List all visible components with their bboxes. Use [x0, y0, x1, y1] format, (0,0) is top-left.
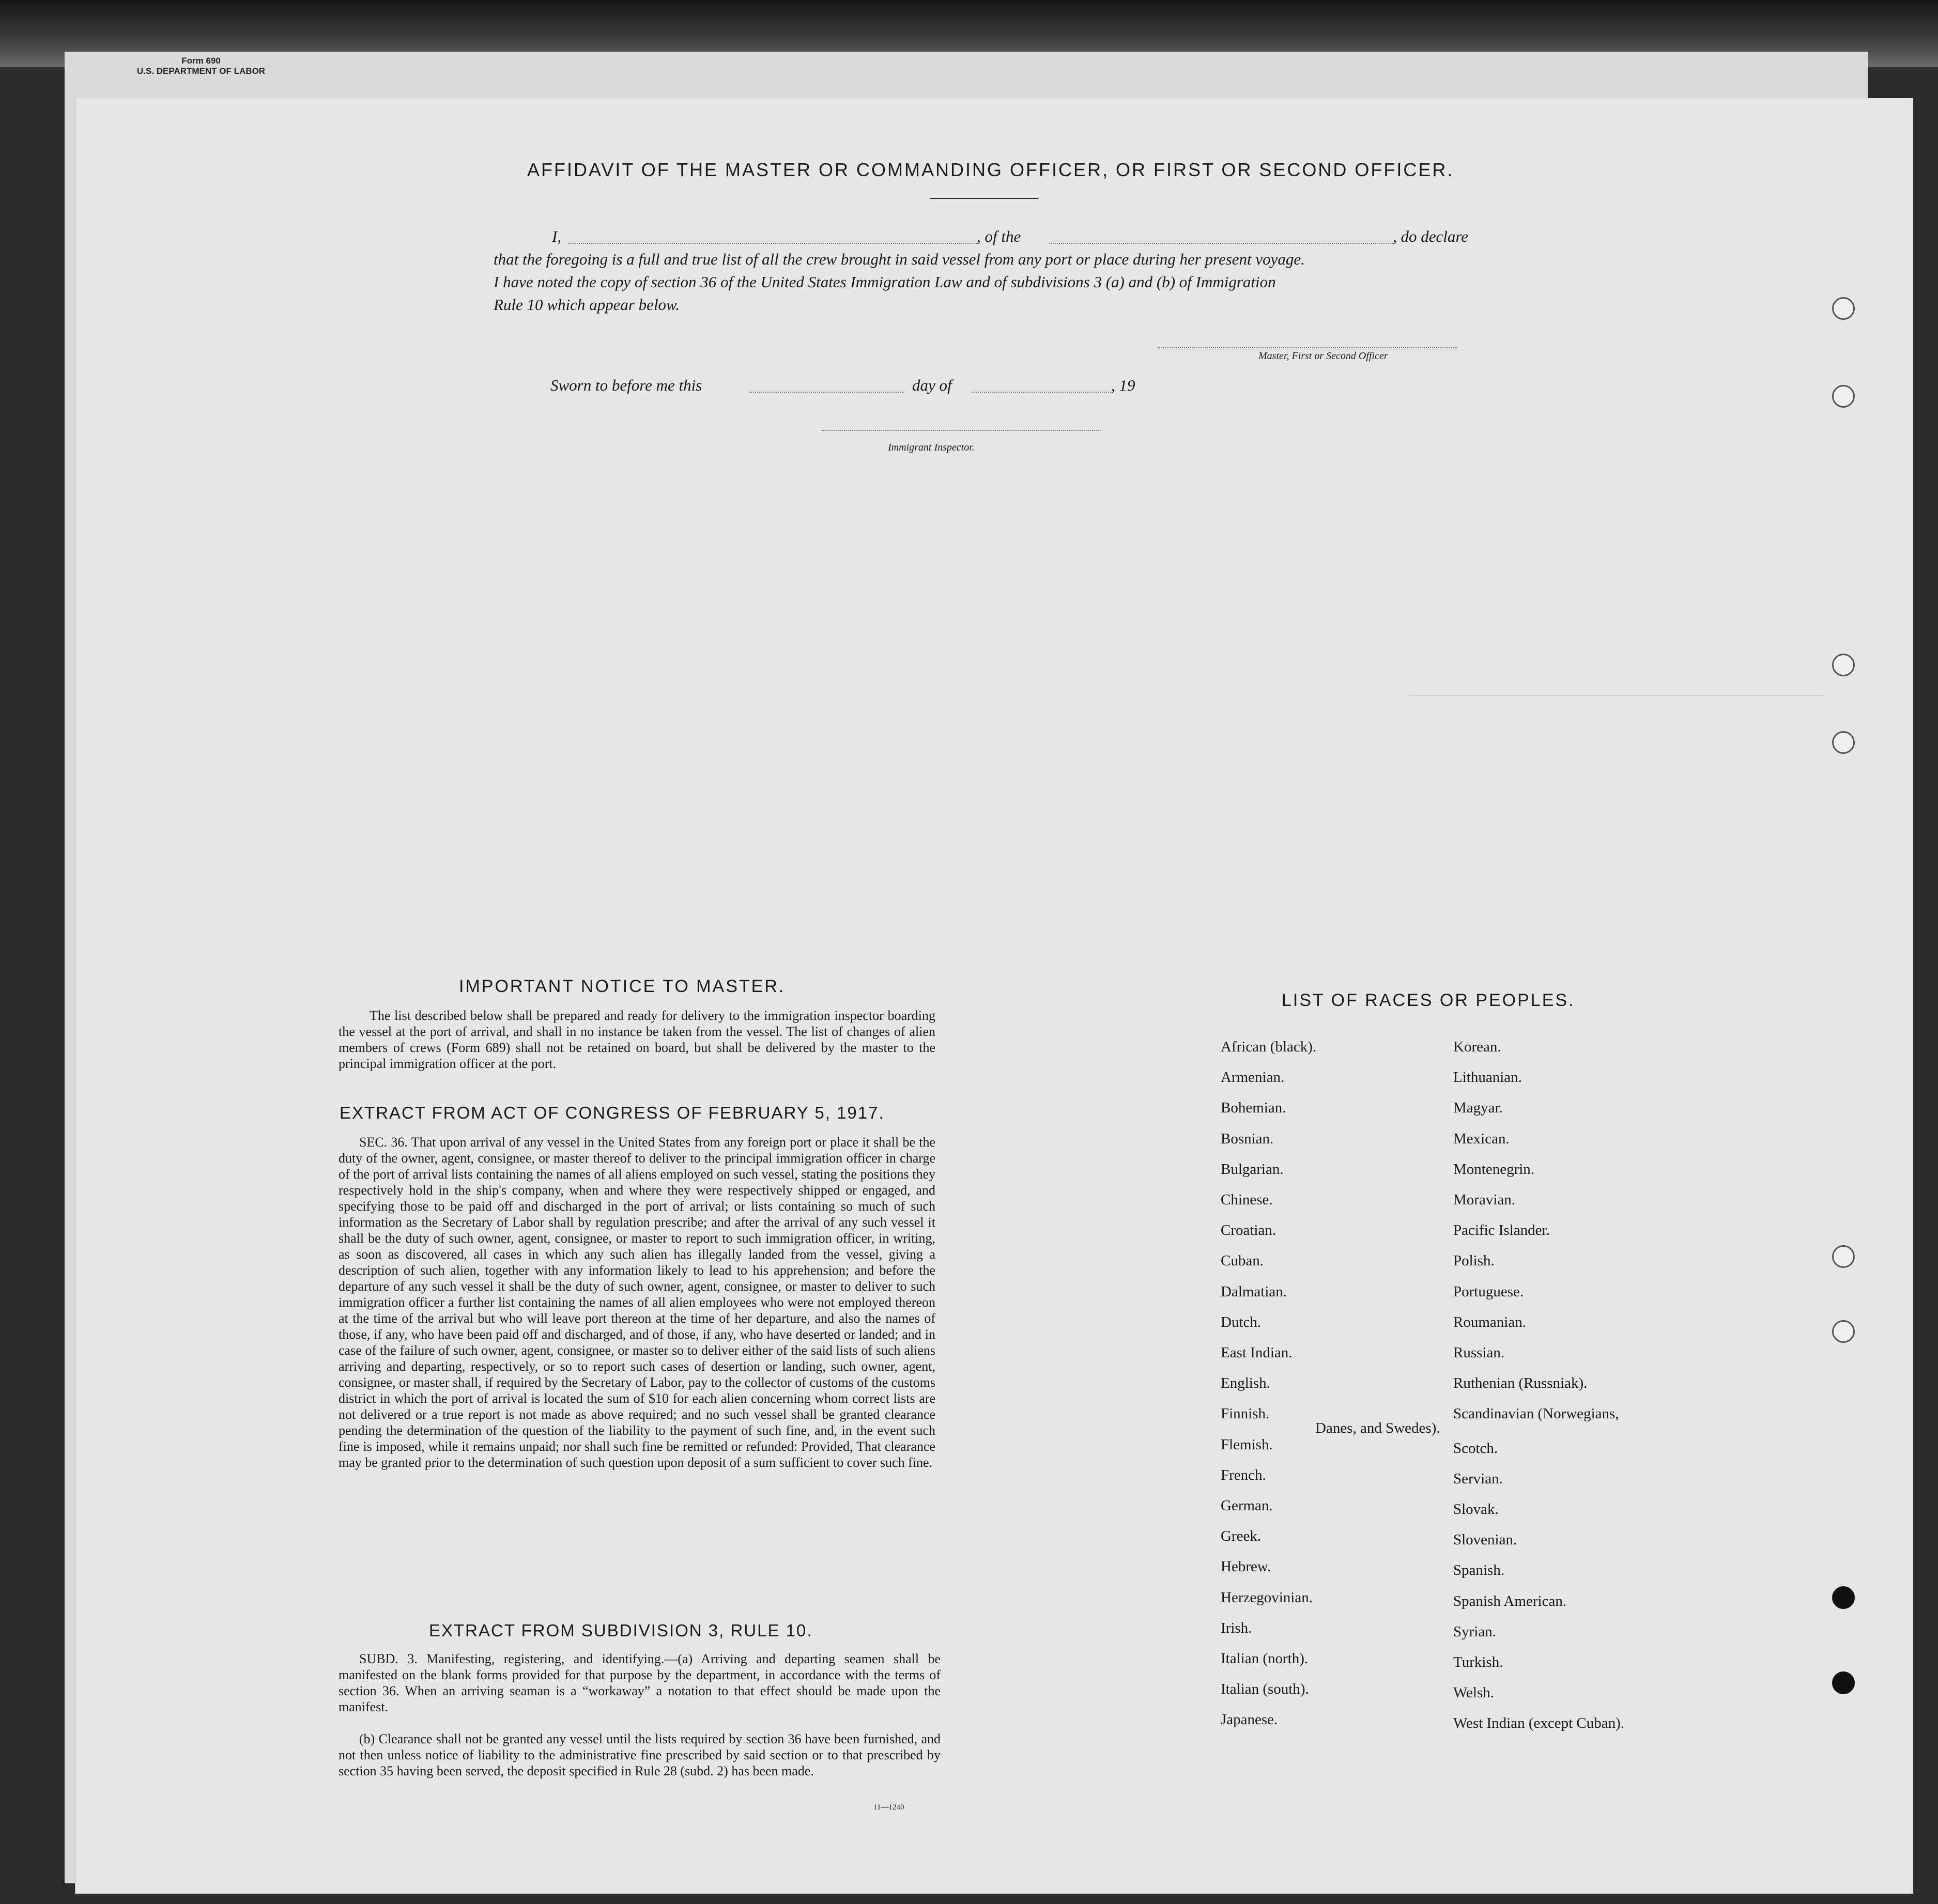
- race-item: Chinese.: [1221, 1191, 1273, 1208]
- race-item: Herzegovinian.: [1221, 1589, 1313, 1606]
- notice-text: The list described below shall be prepared and ready for delivery to the immigration inspector boarding the vessel at the port of arrival, and shall in no instance be taken from the vessel. The list of changes of alien members of crews (Form 689) shall not be retained on board, but shall be delivered by the master to the principal immigration officer at the port.: [339, 1008, 935, 1071]
- binder-hole: [1832, 1586, 1855, 1609]
- race-item: Montenegrin.: [1453, 1160, 1535, 1178]
- race-item: Moravian.: [1453, 1191, 1515, 1208]
- binder-hole: [1832, 1245, 1855, 1268]
- sworn-text: Sworn to before me this: [550, 376, 702, 394]
- race-item: Japanese.: [1221, 1711, 1278, 1728]
- affidavit-line-2: that the foregoing is a full and true list of all the crew brought in said vessel from any port or place during her present voyage.: [494, 250, 1305, 268]
- race-item: Danes, and Swedes).: [1315, 1420, 1440, 1437]
- race-item: East Indian.: [1221, 1344, 1293, 1361]
- inspector-caption: Immigrant Inspector.: [888, 442, 975, 453]
- race-item: Scotch.: [1453, 1439, 1498, 1457]
- race-item: German.: [1221, 1497, 1273, 1514]
- affidavit-i: I,: [552, 227, 562, 245]
- race-item: Turkish.: [1453, 1654, 1503, 1670]
- binder-hole: [1832, 297, 1855, 320]
- race-item: Spanish American.: [1453, 1592, 1567, 1609]
- year-prefix: , 19: [1111, 376, 1135, 394]
- affidavit-line-4: Rule 10 which appear below.: [494, 296, 680, 314]
- race-item: Greek.: [1221, 1528, 1262, 1545]
- signature-blank[interactable]: [1158, 347, 1457, 348]
- day-blank[interactable]: [749, 392, 904, 393]
- subdivision-3b-text: (b) Clearance shall not be granted any vessel until the lists required by section 36 have been furnished, and not then unless notice of liability to the administrative fine prescribed by said section or to that prescribed by section 35 having been served, the deposit specified in Rule 28 (subd. 2) has been made.: [339, 1731, 941, 1778]
- race-item: Lithuanian.: [1453, 1069, 1522, 1086]
- underlying-form-label: [137, 56, 265, 76]
- race-item: Servian.: [1453, 1470, 1503, 1487]
- day-of-text: day of: [912, 376, 952, 394]
- race-item: Italian (north).: [1221, 1650, 1309, 1667]
- race-item: Magyar.: [1453, 1100, 1503, 1117]
- subdivision-3a-text: SUBD. 3. Manifesting, registering, and identifying.—(a) Arriving and departing seamen shall be manifested on the blank forms provided for that purpose by the department, in accordance with the terms of section 36. When an arriving seaman is a “workaway” a notation to that effect should be made upon the manifest.: [339, 1651, 941, 1714]
- section-36-text: SEC. 36. That upon arrival of any vessel in the United States from any foreign port or place it shall be the duty of the owner, agent, consignee, or master thereof to deliver to the principal immigration officer in charge of the port of arrival lists containing the names of all aliens employed on such vessel, stating the positions they respectively hold in the ship's company, when and where they were respectively shipped or engaged, and specifying those to be paid off and discharged in the port of arrival; or lists containing so much of such information as the Secretary of Labor shall by regulation prescribe; and after the arrival of any such vessel it shall be the duty of such owner, agent, consignee, or master to report to such immigration officer, in writing, as soon as discovered, all cases in which any such alien has illegally landed from the vessel, giving a description of such alien, together with any information likely to lead to his apprehension; and before the departure of any such vessel it shall be the duty of such owner, agent, consignee, or master to deliver to such immigration officer a further list containing the names of all alien employees who were not employed thereon at the time of the arrival but who will leave port thereon at the time of her departure, and also the names of those, if any, who have been paid off and discharged, and of those, if any, who have deserted or landed; and in case of the failure of such owner, agent, consignee, or master so to deliver either of the said lists of such aliens arriving and departing, respectively, or so to report such cases of desertion or landing, such owner, agent, consignee, or master shall, if required by the Secretary of Labor, pay to the collector of customs of the customs district in which the port of arrival is located the sum of $10 for each alien concerning whom correct lists are not delivered or a true report is not made as above required; and no such vessel shall be granted clearance pending the determination of the question of the liability to the payment of such fine, and, in the event such fine is imposed, while it remains unpaid; nor shall such fine be remitted or refunded: Provided, That clearance may be granted prior to the determination of such question upon deposit of a sum sufficient to cover such fine.: [339, 1135, 935, 1470]
- race-item: Finnish.: [1221, 1405, 1270, 1422]
- affidavit-declare: , do declare: [1393, 227, 1469, 245]
- affidavit-title: AFFIDAVIT OF THE MASTER OR COMMANDING OFFICER, OR FIRST OR SECOND OFFICER.: [527, 159, 1454, 180]
- race-item: Mexican.: [1453, 1130, 1510, 1147]
- affidavit-sheet: [75, 98, 1913, 1894]
- race-item: Scandinavian (Norwegians,: [1453, 1405, 1619, 1422]
- binder-hole: [1832, 385, 1855, 408]
- race-item: Flemish.: [1221, 1436, 1273, 1453]
- affidavit-of-the: , of the: [977, 227, 1021, 245]
- binder-hole: [1832, 1671, 1855, 1694]
- binder-hole: [1832, 1320, 1855, 1343]
- race-item: Hebrew.: [1221, 1558, 1271, 1575]
- race-item: Russian.: [1453, 1344, 1505, 1361]
- notice-title: IMPORTANT NOTICE TO MASTER.: [459, 977, 786, 996]
- races-title: LIST OF RACES OR PEOPLES.: [1282, 990, 1575, 1010]
- title-underline: [930, 198, 1039, 199]
- race-item: Syrian.: [1453, 1623, 1496, 1640]
- race-item: Bosnian.: [1221, 1130, 1274, 1147]
- form-number: Form 690: [181, 56, 221, 66]
- affidavit-line-3: I have noted the copy of section 36 of the United States Immigration Law and of subdivisions 3 (a) and (b) of Immigration: [494, 273, 1276, 291]
- race-item: Ruthenian (Russniak).: [1453, 1375, 1588, 1392]
- race-item: English.: [1221, 1375, 1270, 1392]
- name-blank[interactable]: [568, 243, 977, 244]
- race-item: Italian (south).: [1221, 1681, 1309, 1698]
- race-item: Cuban.: [1221, 1252, 1264, 1270]
- race-item: Polish.: [1453, 1252, 1495, 1270]
- race-item: Roumanian.: [1453, 1313, 1526, 1330]
- race-item: Armenian.: [1221, 1069, 1285, 1086]
- race-item: African (black).: [1221, 1039, 1317, 1055]
- bleed-through-rule: [1409, 695, 1761, 696]
- race-item: Bulgarian.: [1221, 1160, 1284, 1178]
- department-name: U.S. DEPARTMENT OF LABOR: [137, 66, 266, 76]
- extract-act-title: EXTRACT FROM ACT OF CONGRESS OF FEBRUARY 5, 1917.: [340, 1103, 885, 1122]
- vessel-blank[interactable]: [1049, 243, 1393, 244]
- binder-hole: [1832, 731, 1855, 754]
- race-item: Portuguese.: [1453, 1283, 1524, 1300]
- binder-hole: [1832, 654, 1855, 676]
- race-item: Welsh.: [1453, 1684, 1495, 1701]
- race-item: French.: [1221, 1466, 1266, 1483]
- bleed-through-rule: [1761, 695, 1823, 696]
- race-item: Spanish.: [1453, 1562, 1505, 1579]
- race-item: Dalmatian.: [1221, 1283, 1287, 1300]
- race-item: Irish.: [1221, 1619, 1252, 1636]
- race-item: Dutch.: [1221, 1313, 1262, 1330]
- signature-caption: Master, First or Second Officer: [1258, 350, 1388, 362]
- race-item: Bohemian.: [1221, 1100, 1286, 1117]
- race-item: Croatian.: [1221, 1222, 1276, 1239]
- form-footnote: 11—1240: [873, 1803, 904, 1812]
- race-item: Korean.: [1453, 1039, 1501, 1055]
- race-item: Slovenian.: [1453, 1531, 1517, 1549]
- inspector-signature-blank[interactable]: [822, 430, 1101, 431]
- race-item: Pacific Islander.: [1453, 1222, 1550, 1239]
- race-item: West Indian (except Cuban).: [1453, 1715, 1625, 1732]
- extract-rule-title: EXTRACT FROM SUBDIVISION 3, RULE 10.: [429, 1621, 813, 1640]
- month-blank[interactable]: [972, 392, 1111, 393]
- race-item: Slovak.: [1453, 1501, 1499, 1518]
